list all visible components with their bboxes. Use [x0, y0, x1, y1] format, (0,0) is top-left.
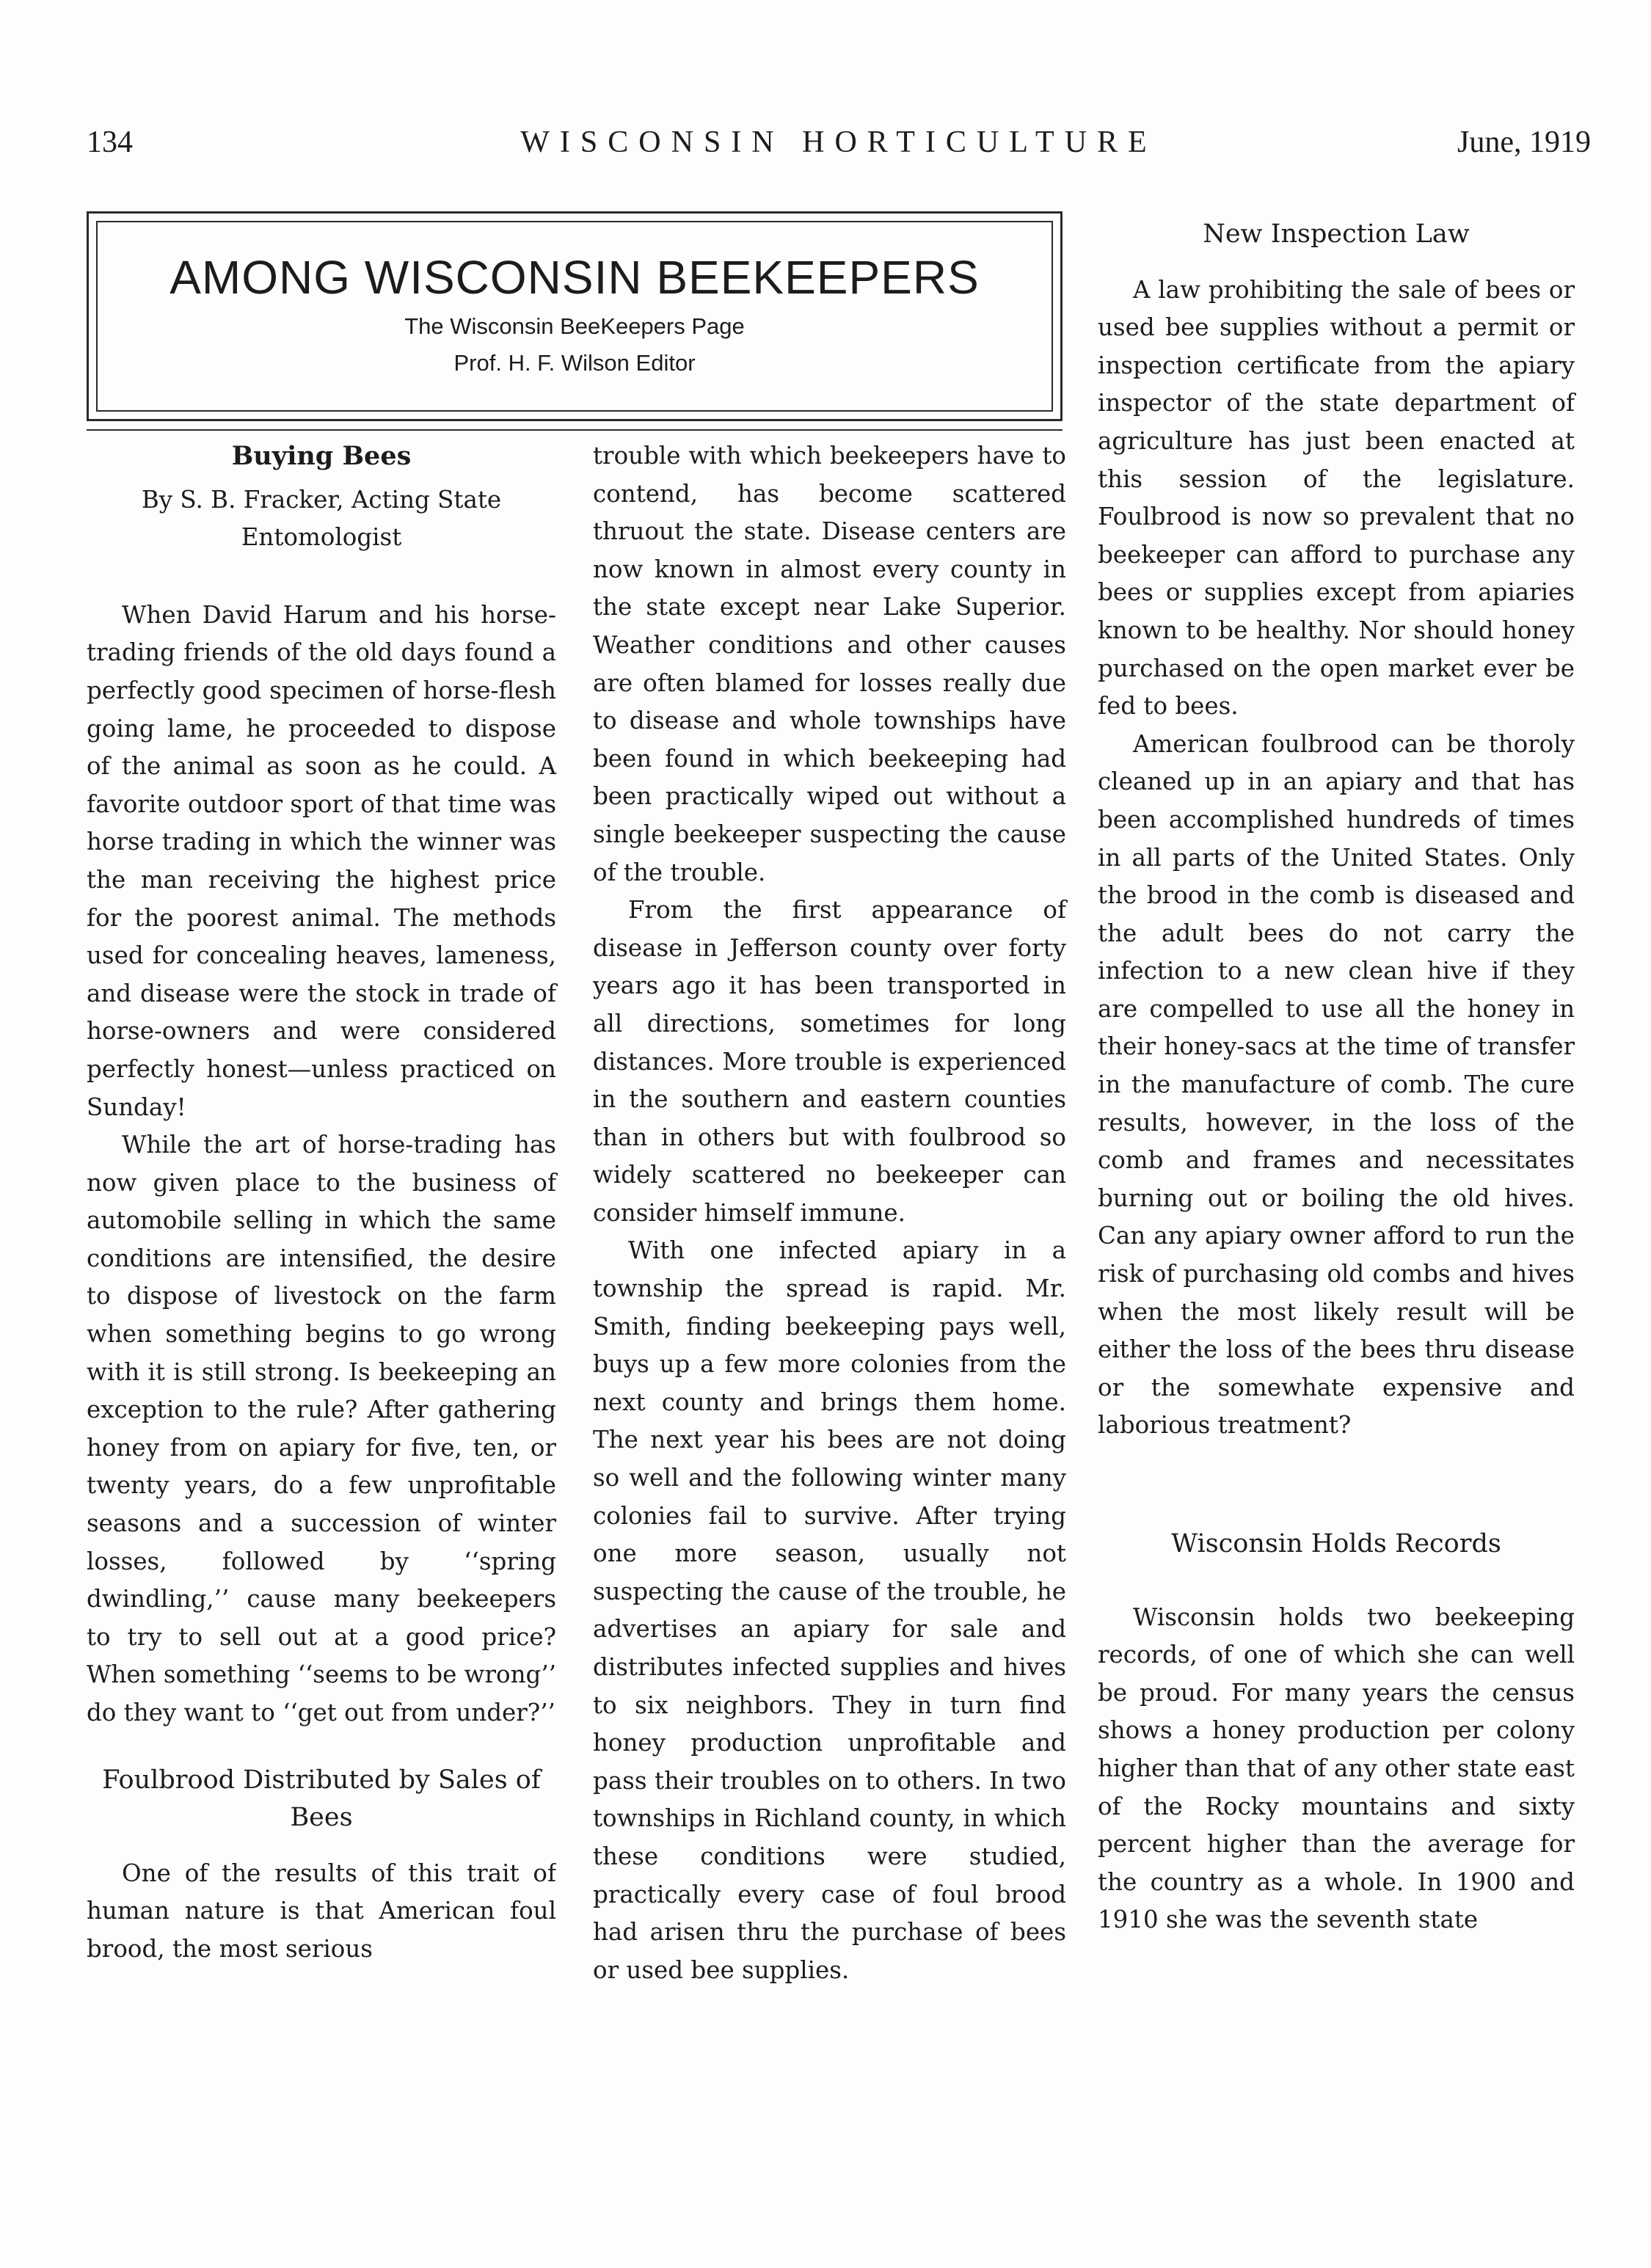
masthead: WISCONSIN HORTICULTURE	[520, 125, 1157, 159]
column-right	[1098, 216, 1575, 1939]
paragraph-1: When David Harum and his horse-trading friends of the old days found a perfectly good specimen of horse-flesh going lame, he proceeded to dispose of the animal as soon as he could. A favorite outdoor sport of that time was horse trading in which the winner was the man receiving the highest price for the poorest animal. The methods used for concealing heaves, lameness, and disease were the stock in trade of horse-owners and were considered perfectly honest—unless practiced on Sunday!	[87, 600, 556, 1121]
banner-title: AMONG WISCONSIN BEEKEEPERS	[170, 251, 980, 304]
column-middle	[593, 437, 1066, 1989]
banner-inner-frame	[96, 221, 1053, 412]
paragraph-3-continued: trouble with which beekeepers have to contend, has become scattered thruout the state. Disease centers are now known in almost every county in the state except near Lake Superior. Weather conditions and other causes are often blamed for losses really due to disease and whole townships have been found in which beekeeping had been practically wiped out without a single beekeeper suspecting the cause of the trouble.	[593, 442, 1066, 886]
issue-date: June, 1919	[1457, 125, 1591, 159]
paragraph-3: One of the results of this trait of human nature is that American foul brood, the most serious	[87, 1859, 556, 1963]
banner-editor: Prof. H. F. Wilson Editor	[453, 350, 696, 376]
article-byline: By S. B. Fracker, Acting State Entomologist	[141, 485, 502, 552]
section-banner	[87, 211, 1063, 421]
paragraph-5: With one infected apiary in a township the spread is rapid. Mr. Smith, finding beekeeping pays well, buys up a few more colonies from the next county and brings them home. The next year his bees are not doing so well and the following winter many colonies fail to survive. After trying one more season, usually not suspecting the cause of the trouble, he advertises an apiary for sale and distributes infected supplies and hives to six neighbors. They in turn find honey production unprofitable and pass their troubles on to others. In two townships in Richland county, in which these conditions were studied, practically every case of foul brood had arisen thru the purchase of bees or used bee supplies.	[593, 1236, 1066, 1984]
paragraph-2: While the art of horse-trading has now given place to the business of automobile selling in which the same conditions are intensified, the desire to dispose of livestock on the farm when something begins to go wrong with it is still strong. Is beekeeping an exception to the rule? After gathering honey from on apiary for five, ten, or twenty years, do a few unprofitable seasons and a succession of winter losses, followed by ‘‘spring dwindling,’’ cause many beekeepers to try to sell out at a good price? When something ‘‘seems to be wrong’’ do they want to ‘‘get out from under?’’	[87, 1131, 556, 1726]
records-paragraph-1: Wisconsin holds two beekeeping records, of one of which she can well be proud. For many years the census shows a honey production per colony higher than that of any other state east of the Rocky mountains and sixty percent higher than the average for the country as a whole. In 1900 and 1910 she was the seventh state	[1098, 1602, 1575, 1934]
subheading-foulbrood: Foulbrood Distributed by Sales of Bees	[102, 1765, 541, 1833]
inspection-paragraph-2: American foulbrood can be thoroly cleaned up in an apiary and that has been accomplished hundreds of times in all parts of the United States. Only the brood in the comb is diseased and the adult bees do not carry the infection to a new clean hive if they are compelled to use all the honey in their honey-sacs at the time of transfer in the manufacture of comb. The cure results, however, in the loss of the comb and frames and necessitates burning out or boiling the old hives. Can any apiary owner afford to run the risk of purchasing old combs and hives when the most likely result will be either the loss of the bees thru disease or the somewhate expensive and laborious treatment?	[1098, 729, 1575, 1440]
inspection-paragraph-1: A law prohibiting the sale of bees or used bee supplies without a permit or inspection certificate from the apiary inspector of the state department of agriculture has just been enacted at this session of the legislature. Foulbrood is now so prevalent that no beekeeper can afford to purchase any bees or supplies except from apiaries known to be healthy. Nor should honey purchased on the open market ever be fed to bees.	[1098, 275, 1575, 721]
article-title-records: Wisconsin Holds Records	[1171, 1529, 1501, 1558]
page-number: 134	[87, 125, 133, 159]
paragraph-4: From the first appearance of disease in Jefferson county over forty years ago it has been transported in all directions, sometimes for long distances. More trouble is experienced in the southern and eastern counties than in others but with foulbrood so widely scattered no beekeeper can consider himself immune.	[593, 896, 1066, 1227]
banner-subtitle: The Wisconsin BeeKeepers Page	[404, 313, 745, 339]
article-title-buying-bees: Buying Bees	[231, 441, 412, 471]
article-title-inspection-law: New Inspection Law	[1203, 219, 1470, 249]
column-left	[87, 437, 556, 1969]
banner-rule	[87, 429, 1063, 431]
running-header	[87, 125, 1591, 169]
